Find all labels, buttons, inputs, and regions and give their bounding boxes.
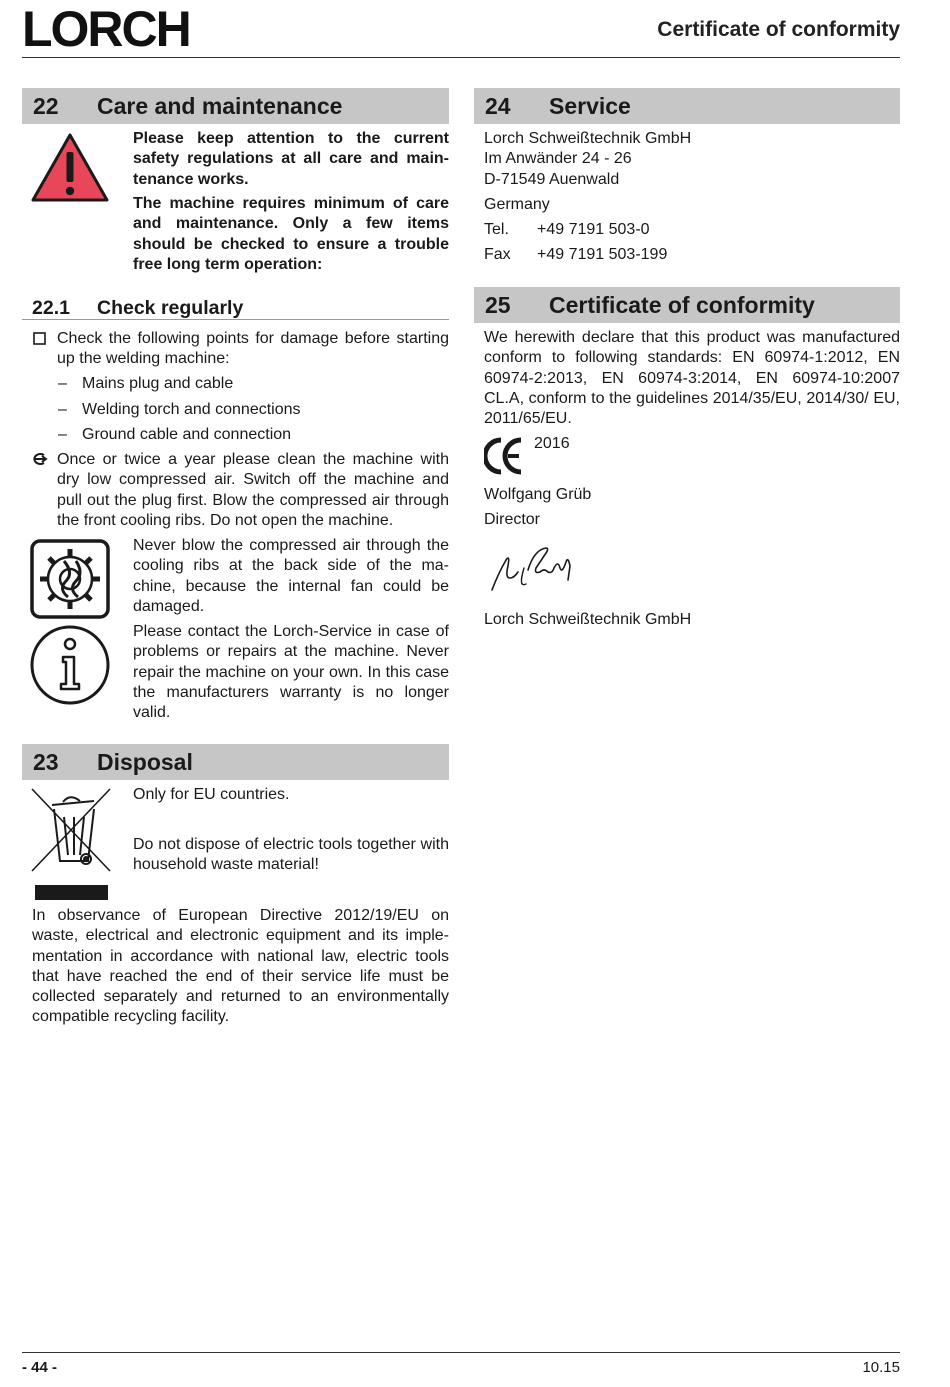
arrow-bullet-icon [32,452,48,466]
handwritten-signature [488,544,578,596]
tel-number: +49 7191 503-0 [537,221,650,238]
section-24-header [474,88,900,124]
subsection-number: 22.1 [32,297,70,319]
section-number: 22 [33,93,59,119]
check-item: Mains plug and cable [82,375,234,392]
warning-safety-text: Please keep attention to the current safety regulations at all care and main-tenance works. [133,130,449,188]
ce-year: 2016 [534,435,570,452]
section-22-header [22,88,449,124]
fax-label: Fax [484,246,511,263]
page-number: - 44 - [22,1359,58,1376]
cleaning-instruction-text: Once or twice a year please clean the machine with dry low compressed air. Switch off the machine and pull out the plug first. Blow the compressed air through the front cooling ribs. Do not open the machine. [57,451,449,529]
section-title: Certificate of conformity [549,292,815,318]
check-item: Ground cable and connection [82,426,292,443]
subsection-title: Check regularly [97,297,244,319]
signatory-role: Director [484,511,541,528]
signatory-name: Wolfgang Grüb [484,486,592,503]
conformity-company: Lorch Schweißtechnik GmbH [484,611,692,628]
subsection-divider [22,319,449,320]
warning-triangle-icon [29,130,111,206]
fax-number: +49 7191 503-199 [537,246,668,263]
info-icon [29,624,111,706]
dash-bullet: – [58,426,67,443]
tel-label: Tel. [484,221,509,238]
crossed-bin-icon [30,787,114,903]
section-number: 23 [33,749,59,775]
section-23-header [22,744,449,780]
service-country: Germany [484,196,550,213]
section-number: 25 [485,292,511,318]
warning-maintenance-text: The machine requires minimum of care and maintenance. Only a few items should be checked to ensure a trouble free long term operation: [133,195,449,273]
brand-logo: LORCH [22,1,190,57]
fan-warning-text: Never blow the compressed air through the cooling ribs at the back side of the ma-chine, because the internal fan could be damaged. [133,537,449,615]
footer-divider [22,1352,900,1353]
header-divider [22,57,900,58]
household-waste-warning: Do not dispose of electric tools together with household waste material! [133,836,449,874]
service-company: Lorch Schweißtechnik GmbH [484,130,692,147]
ce-mark-icon [484,437,524,475]
service-city: D-71549 Auenwald [484,171,620,188]
eu-only-text: Only for EU countries. [133,786,290,803]
service-contact-note: Please contact the Lorch-Service in case of problems or repairs at the machine. Never repair the machine on your own. In this case the manufacturers warranty is no longer valid. [133,623,449,722]
checkbox-bullet-icon [33,332,46,345]
section-title: Care and maintenance [97,93,343,119]
document-version: 10.15 [862,1359,900,1376]
fan-gear-warning-icon [30,539,110,619]
dash-bullet: – [58,375,67,392]
section-number: 24 [485,93,511,119]
service-street: Im Anwänder 24 - 26 [484,150,632,167]
section-title: Disposal [97,749,193,775]
dash-bullet: – [58,401,67,418]
section-title: Service [549,93,631,119]
page-header-title: Certificate of conformity [657,18,900,41]
section-25-header [474,287,900,323]
weee-directive-text: In observance of European Directive 2012/19/EU on waste, electrical and electronic equipment and its imple-mentation in accordance with national law, electric tools that have reached the end of their service life must be collected separately and returned to an environmentally compatible recycling facility. [32,907,449,1026]
check-intro-text: Check the following points for damage before starting up the welding machine: [57,330,449,368]
conformity-declaration: We herewith declare that this product was manufactured conform to following standards: EN 60974-1:2012, EN 60974-2:2013, EN 60974-3:2014, EN 60974-10:2007 CL.A, conform to the guidelines 2014/35/EU, 2014/30/ EU, 2011/65/EU. [484,329,900,428]
check-item: Welding torch and connections [82,401,301,418]
